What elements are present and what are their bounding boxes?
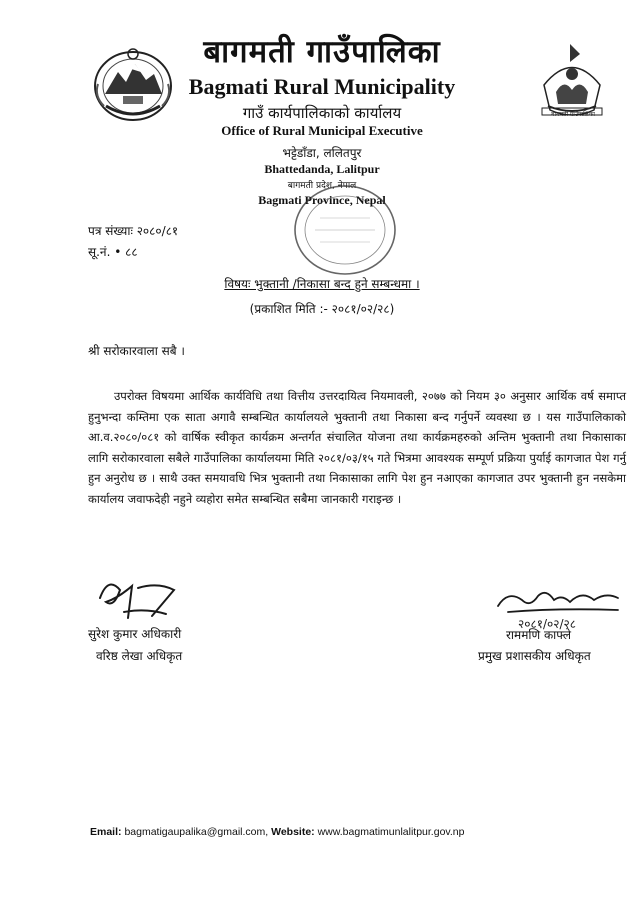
dispatch-number: सू.नं. • ८८ bbox=[88, 245, 138, 259]
subject-text: विषयः भुक्तानी /निकासा बन्द हुने सम्बन्धमा । bbox=[224, 277, 420, 291]
website-label: Website: bbox=[271, 826, 315, 838]
signatory-left-title: वरिष्ठ लेखा अधिकृत bbox=[96, 649, 183, 663]
signatory-left-name: सुरेश कुमार अधिकारी bbox=[88, 627, 182, 641]
province-nepali: बागमती प्रदेश, नेपाल bbox=[287, 181, 357, 191]
province-english: Bagmati Province, Nepal bbox=[258, 193, 386, 207]
municipality-name-english: Bagmati Rural Municipality bbox=[188, 74, 456, 99]
letter-body: उपरोक्त विषयमा आर्थिक कार्यविधि तथा वित्तीय उत्तरदायित्व नियमावली, २०७७ को नियम ३० अनुसार आर्थिक वर्ष समाप्त हुनुभन्दा कम्तिमा एक साता अगावै सम्बन्धित कार्यालयले भुक्तानी तथा निकासा बन्द गर्नुपर्ने व्यवस्था छ । यस गाउँपालिकाको आ.व.२०८०/०८१ को वार्षिक स्वीकृत कार्यक्रम अन्तर्गत संचालित योजना तथा कार्यक्रमहरुको अन्तिम भुक्तानी तथा निकासाका लागि सरोकारवाला सबैले गाउँपालिका कार्यालयमा मिति २०८१/०३/१५ गते भित्रमा आवश्यक सम्पूर्ण प्रक्रिया पुर्याई कागजात पेश गर्नु हुन अनुरोध छ । साथै उक्त समयावधि भित्र भुक्तानी तथा निकासाका लागि पेश हुन नआएका कागजात उपर भुक्तानी हुन नसकेमा कार्यालय जवाफदेही नहुने व्यहोरा समेत सम्बन्धित सबैमा जानकारी गराइन्छ । bbox=[88, 389, 626, 506]
municipality-name-nepali: बागमती गाउँपालिका bbox=[203, 34, 441, 70]
website-link[interactable]: www.bagmatimunlalitpur.gov.np bbox=[317, 826, 465, 838]
address-nepali: भट्टेडाँडा, ललितपुर bbox=[282, 146, 362, 160]
address-english: Bhattedanda, Lalitpur bbox=[264, 162, 380, 176]
email-address[interactable]: bagmatigaupalika@gmail.com, bbox=[124, 826, 269, 838]
signature-date: २०८१/०२/२८ bbox=[518, 617, 577, 631]
office-name-english: Office of Rural Municipal Executive bbox=[221, 123, 423, 138]
subject-line bbox=[0, 275, 644, 292]
signatory-right-name: राममणि काफ्ले bbox=[506, 628, 572, 642]
office-name-nepali: गाउँ कार्यपालिकाको कार्यालय bbox=[242, 104, 402, 122]
signature-left-icon bbox=[88, 568, 198, 628]
footer-contact bbox=[90, 826, 464, 838]
published-date: (प्रकाशित मिति :- २०८१/०२/२८) bbox=[249, 302, 395, 316]
email-label: Email: bbox=[90, 826, 122, 838]
signatory-right-title: प्रमुख प्रशासकीय अधिकृत bbox=[478, 649, 591, 663]
office-stamp-icon bbox=[290, 180, 400, 280]
salutation: श्री सरोकारवाला सबै । bbox=[88, 344, 185, 358]
letter-number: पत्र संख्याः २०८०/८१ bbox=[88, 224, 179, 238]
logo-caption: बागमती गाउँपालिका bbox=[551, 111, 595, 118]
